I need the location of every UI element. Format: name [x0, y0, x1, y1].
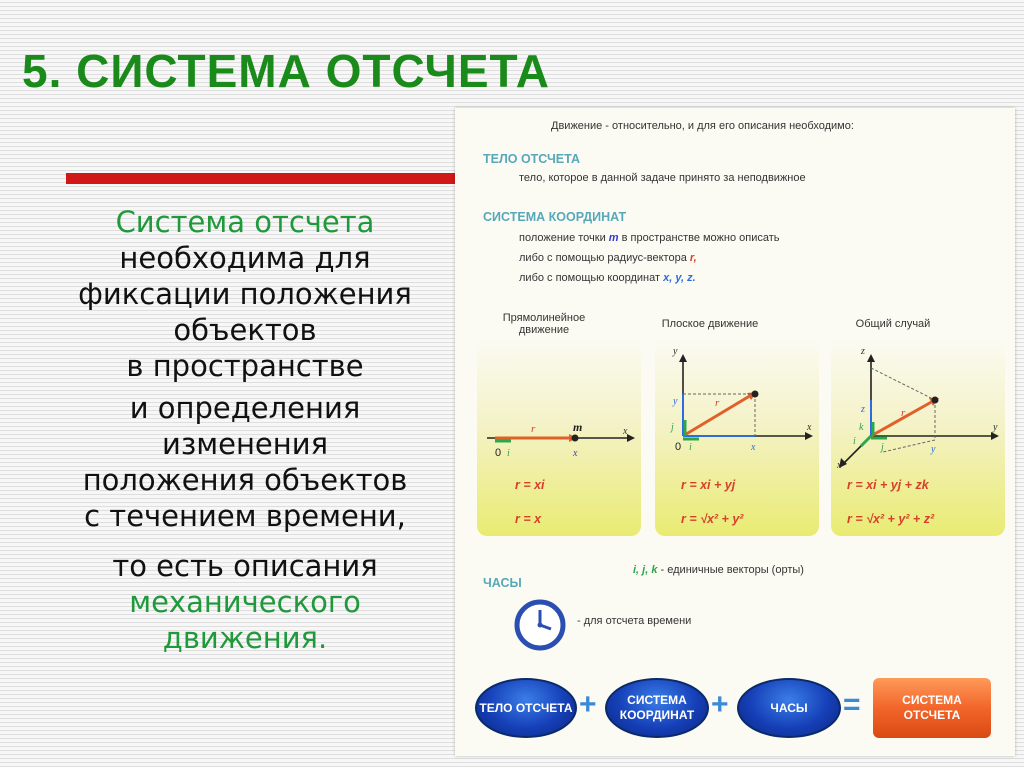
svg-text:x: x [573, 448, 578, 459]
clock-desc: - для отсчета времени [577, 615, 692, 627]
body-line: механического [129, 585, 361, 619]
svg-text:z: z [861, 404, 865, 415]
title-underline-bar [66, 173, 458, 184]
body-line: изменения [161, 427, 329, 461]
op-plus-1: + [579, 688, 597, 721]
body-of-reference-desc: тело, которое в данной задаче принято за неподвижное [519, 172, 806, 184]
coord-line-1: положение точки m в пространстве можно описать [519, 232, 780, 244]
svg-text:m: m [573, 420, 583, 434]
svg-text:y: y [673, 396, 678, 407]
body-line: в пространстве [126, 349, 364, 383]
coord-line-2: либо с помощью радиус-вектора r, [519, 252, 697, 264]
op-equals: = [843, 688, 861, 721]
svg-text:x: x [837, 460, 842, 470]
body-line: объектов [173, 313, 317, 347]
svg-text:z: z [861, 346, 865, 357]
body-line: с течением времени, [84, 499, 406, 533]
svg-text:y: y [673, 346, 678, 357]
formula-general-vector: r = xi + yj + zk [847, 478, 929, 492]
coord-line-3: либо с помощью координат x, y, z. [519, 272, 696, 284]
coordinate-system-heading: СИСТЕМА КООРДИНАТ [483, 210, 627, 224]
clock-heading: ЧАСЫ [483, 576, 522, 590]
svg-text:y: y [931, 444, 936, 455]
svg-text:j: j [881, 442, 884, 453]
svg-text:0: 0 [495, 447, 502, 459]
svg-text:r: r [901, 407, 906, 419]
panel-label-plane: Плоское движение [661, 318, 759, 330]
formula-plane-magnitude: r = √x² + y² [681, 512, 744, 526]
plane-motion-diagram [655, 340, 819, 470]
svg-text:r: r [715, 397, 720, 409]
body-line: движения. [162, 621, 328, 655]
body-line: Система отсчета [115, 205, 375, 239]
panel-label-general: Общий случай [855, 318, 931, 330]
svg-text:x: x [623, 426, 628, 437]
eq-result-reference-frame: СИСТЕМА ОТСЧЕТА [873, 678, 991, 738]
svg-text:r: r [531, 423, 536, 435]
formula-general-magnitude: r = √x² + y² + z² [847, 512, 935, 526]
slide-title: 5. СИСТЕМА ОТСЧЕТА [22, 45, 550, 97]
svg-text:k: k [859, 422, 864, 433]
linear-motion-diagram [477, 340, 641, 470]
formula-plane-vector: r = xi + yj [681, 478, 736, 492]
eq-coordinate-system: СИСТЕМА КООРДИНАТ [605, 678, 709, 738]
clock-icon [513, 598, 567, 652]
body-of-reference-heading: ТЕЛО ОТСЧЕТА [483, 152, 581, 166]
body-line: и определения [129, 391, 361, 425]
eq-clock: ЧАСЫ [737, 678, 841, 738]
unit-vectors-note: i, j, k - единичные векторы (орты) [633, 564, 804, 576]
formula-linear-vector: r = xi [515, 478, 545, 492]
body-line: фиксации положения [78, 277, 412, 311]
reference-frame-figure [455, 108, 1015, 756]
svg-text:0: 0 [675, 441, 682, 453]
svg-text:x: x [807, 422, 812, 433]
figure-intro: Движение - относительно, и для его описания необходимо: [551, 120, 854, 132]
svg-text:y: y [993, 422, 998, 433]
svg-text:j: j [671, 422, 674, 433]
svg-text:i: i [853, 436, 856, 447]
svg-text:i: i [507, 448, 510, 459]
panel-label-linear: Прямолинейное движение [502, 312, 586, 336]
body-text-block [28, 204, 462, 656]
body-line: положения объектов [82, 463, 408, 497]
eq-body-of-reference: ТЕЛО ОТСЧЕТА [475, 678, 577, 738]
body-line: необходима для [119, 241, 371, 275]
svg-text:x: x [751, 442, 756, 453]
general-case-diagram [831, 340, 1005, 470]
formula-linear-magnitude: r = x [515, 512, 542, 526]
svg-text:i: i [689, 442, 692, 453]
body-line: то есть описания [112, 549, 378, 583]
op-plus-2: + [711, 688, 729, 721]
